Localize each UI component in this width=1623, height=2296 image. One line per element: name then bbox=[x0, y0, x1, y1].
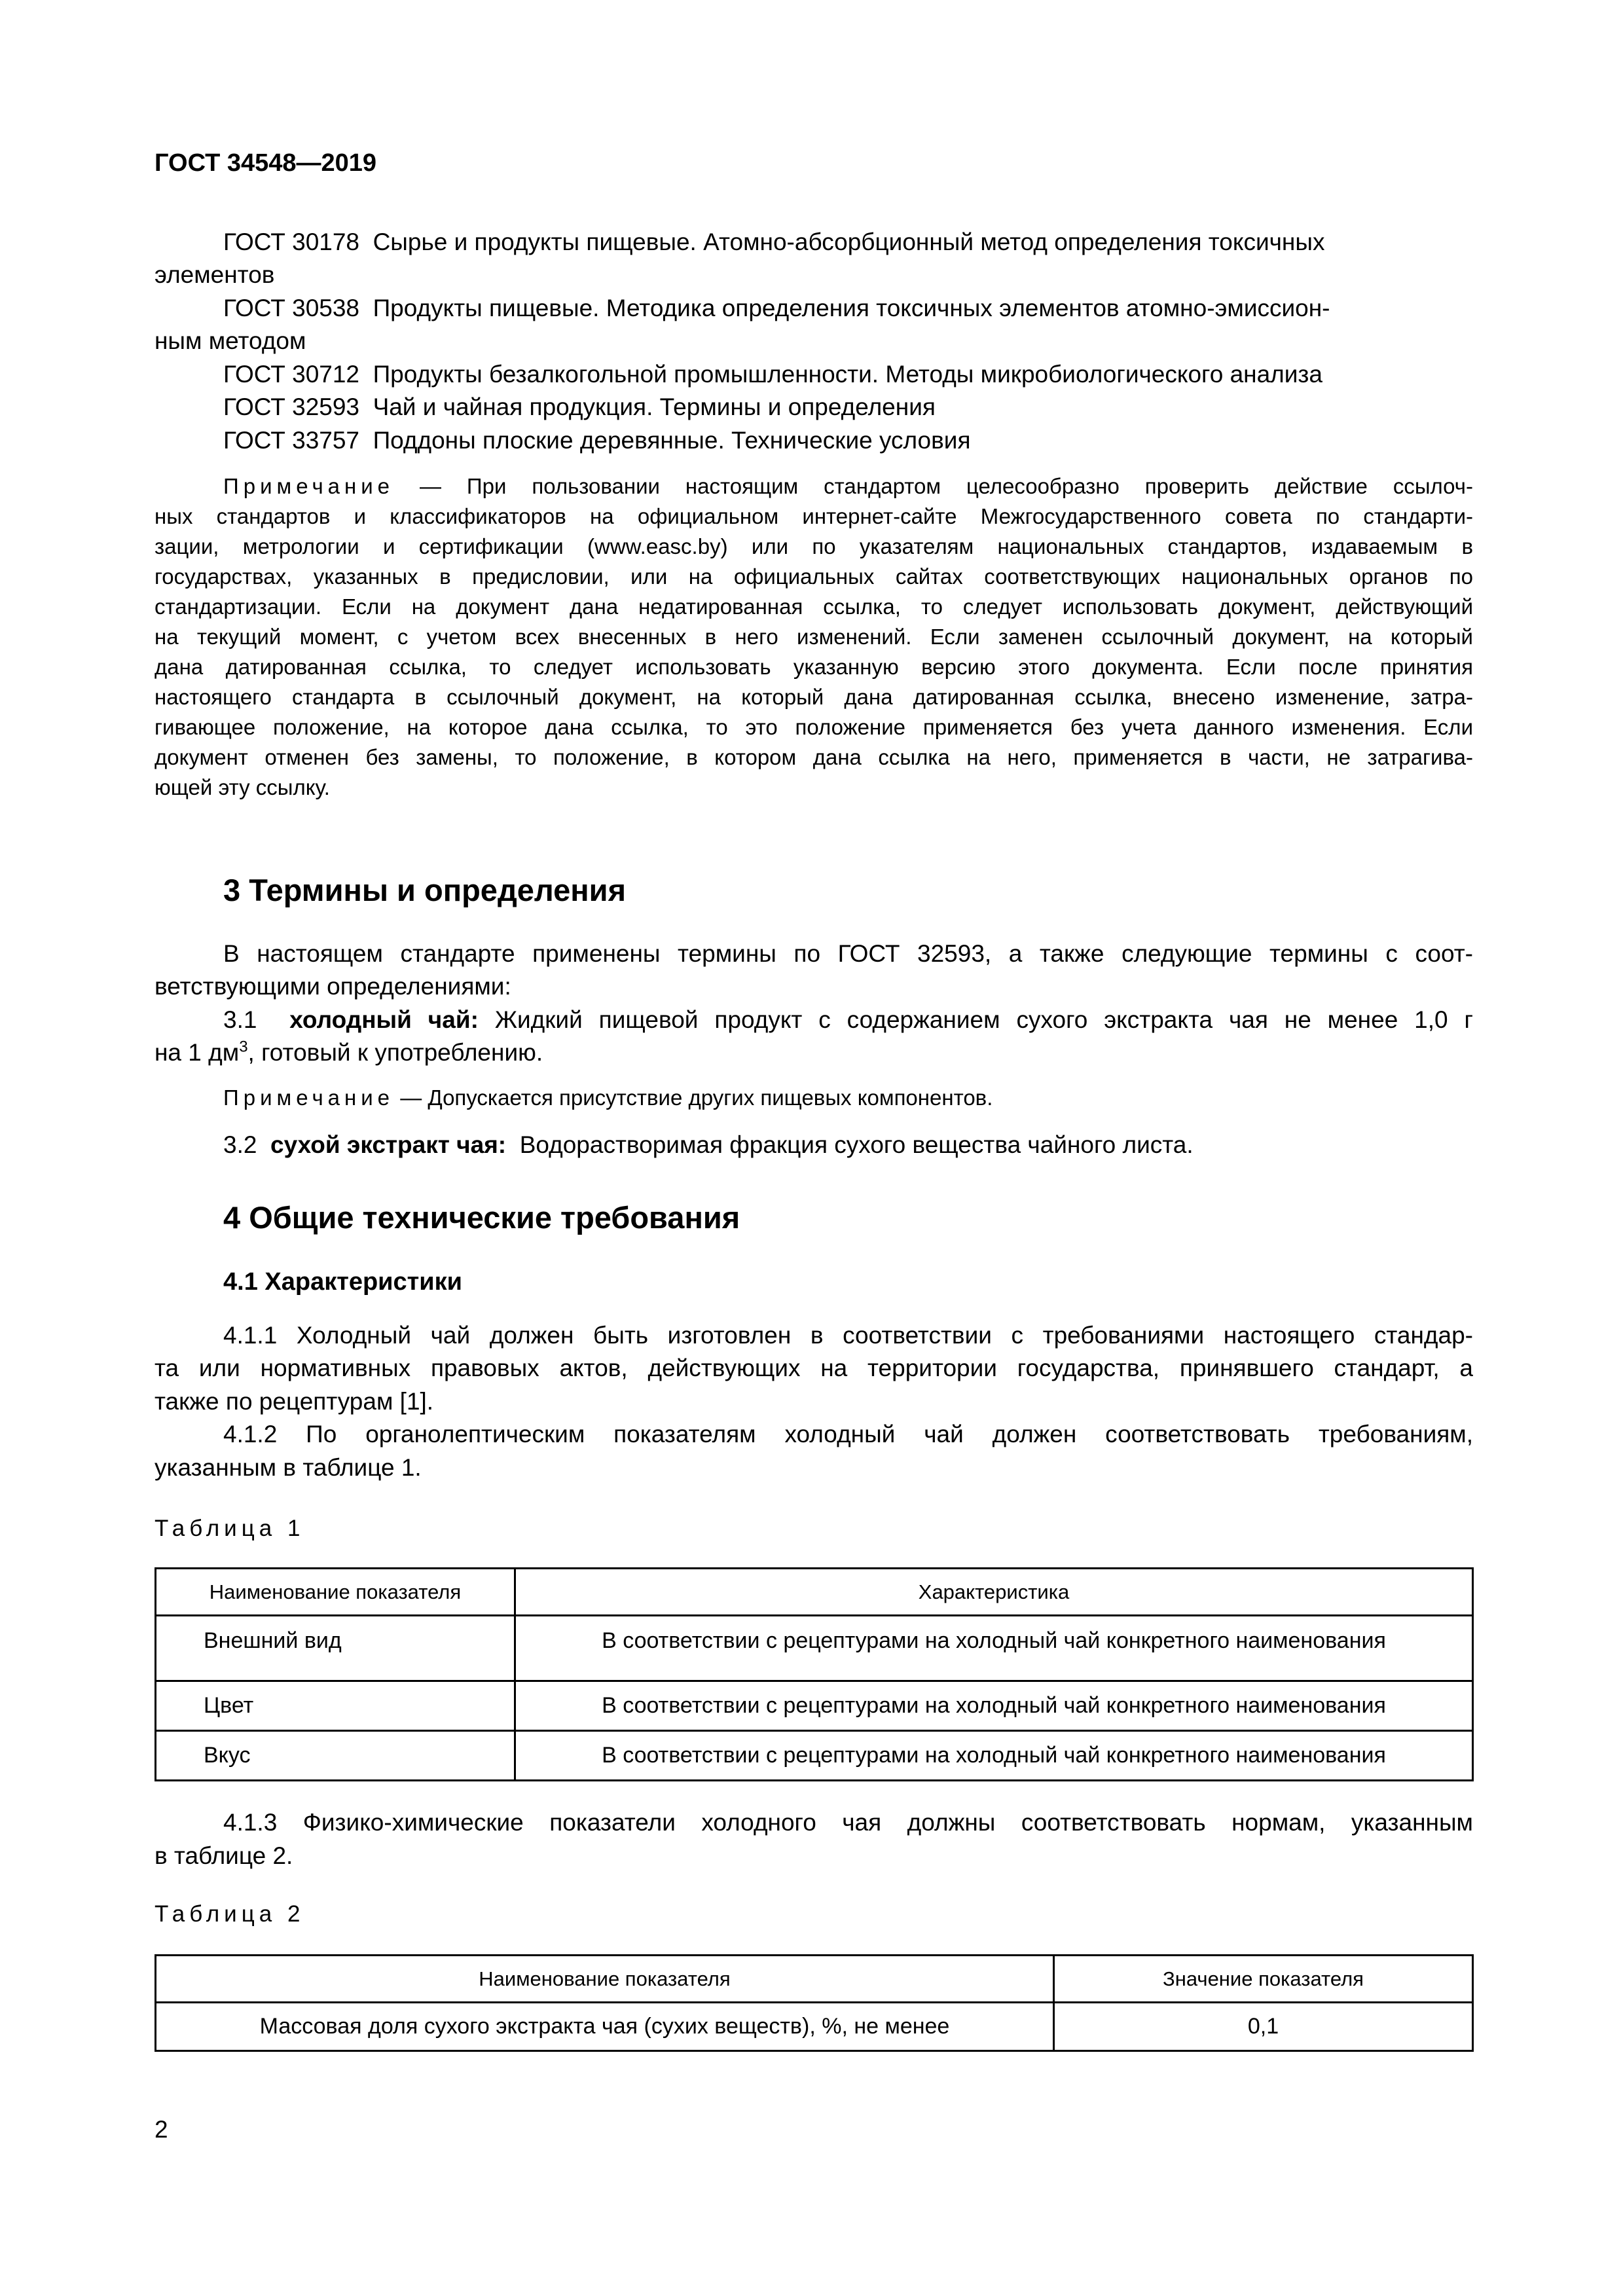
note-line: гивающее положение, на которое дана ссылка, то это положение применяется без учета данного изменения. Если bbox=[155, 715, 1473, 739]
table-2 bbox=[155, 1954, 1474, 2052]
note-line: на текущий момент, с учетом всех внесенных в него изменений. Если заменен ссылочный документ, на который bbox=[155, 625, 1473, 649]
table-1-caption: Таблица 1 bbox=[155, 1516, 305, 1541]
table-cell: Массовая доля сухого экстракта чая (сухих веществ), %, не менее bbox=[156, 2003, 1054, 2051]
table-row bbox=[156, 1616, 1473, 1681]
note-first-line: Примечание — При пользовании настоящим стандартом целесообразно проверить действие ссылоч- bbox=[223, 474, 1473, 498]
note-line: ных стандартов и классификаторов на официальном интернет-сайте Межгосударственного совета по стандарти- bbox=[155, 504, 1473, 528]
para-4-1-1-cont: также по рецептурам [1]. bbox=[155, 1388, 434, 1415]
document-header: ГОСТ 34548—2019 bbox=[155, 149, 377, 177]
table-cell: В соответствии с рецептурами на холодный чай конкретного наименования bbox=[515, 1731, 1473, 1781]
ref-gost-33757: ГОСТ 33757 Поддоны плоские деревянные. Технические условия bbox=[223, 427, 971, 454]
table-row bbox=[156, 2003, 1473, 2051]
table-cell: Вкус bbox=[156, 1731, 515, 1781]
table-row bbox=[156, 1731, 1473, 1781]
ref-gost-30538: ГОСТ 30538 Продукты пищевые. Методика определения токсичных элементов атомно-эмиссион- bbox=[223, 295, 1330, 321]
para-4-1-3-cont: в таблице 2. bbox=[155, 1842, 293, 1869]
table-row bbox=[156, 1681, 1473, 1731]
note-line: документ отменен без замены, то положение, в котором дана ссылка на него, применяется в части, не затрагива- bbox=[155, 745, 1473, 769]
table-1 bbox=[155, 1567, 1474, 1781]
table-header-row bbox=[156, 1956, 1473, 2003]
table-header-cell: Значение показателя bbox=[1054, 1956, 1473, 2003]
para-4-1-2: 4.1.2 По органолептическим показателям холодный чай должен соответствовать требованиям, bbox=[223, 1421, 1473, 1448]
para-4-1-2-cont: указанным в таблице 1. bbox=[155, 1454, 422, 1481]
term-3-1-cont: на 1 $дм^3$, готовый к употреблению. bbox=[155, 1038, 543, 1066]
note-line: зации, метрологии и сертификации (www.easc.by) или по указателям национальных стандартов, издаваемым в bbox=[155, 534, 1473, 558]
ref-gost-30178: ГОСТ 30178 Сырье и продукты пищевые. Атомно-абсорбционный метод определения токсичных bbox=[223, 228, 1325, 255]
table-header-cell: Наименование показателя bbox=[156, 1569, 515, 1616]
section-3-title: 3 Термины и определения bbox=[223, 873, 626, 907]
note-line: дана датированная ссылка, то следует использовать указанную версию этого документа. Если после принятия bbox=[155, 655, 1473, 679]
table-header-row bbox=[156, 1569, 1473, 1616]
para-4-1-1-cont: та или нормативных правовых актов, действующих на территории государства, принявшего стандарт, а bbox=[155, 1355, 1473, 1381]
table-cell: В соответствии с рецептурами на холодный чай конкретного наименования bbox=[515, 1616, 1473, 1681]
term-3-1: 3.1 холодный чай: Жидкий пищевой продукт с содержанием сухого экстракта чая не менее 1,0 г bbox=[223, 1006, 1474, 1033]
para-4-1-1: 4.1.1 Холодный чай должен быть изготовлен в соответствии с требованиями настоящего стандар- bbox=[223, 1322, 1473, 1349]
table-header-cell: Наименование показателя bbox=[156, 1956, 1054, 2003]
page-number: 2 bbox=[155, 2116, 168, 2143]
note-last-line: ющей эту ссылку. bbox=[155, 775, 330, 799]
table-cell: 0,1 bbox=[1054, 2003, 1473, 2051]
table-cell: Цвет bbox=[156, 1681, 515, 1731]
sec3-intro-line1: В настоящем стандарте применены термины по ГОСТ 32593, а также следующие термины с соот- bbox=[223, 940, 1473, 967]
table-header-cell: Характеристика bbox=[515, 1569, 1473, 1616]
sec3-intro-line2: ветствующими определениями: bbox=[155, 973, 511, 1000]
ref-gost-30178-cont: элементов bbox=[155, 261, 275, 288]
table-2-caption: Таблица 2 bbox=[155, 1901, 305, 1927]
note-line: государствах, указанных в предисловии, или на официальных сайтах соответствующих национальных органов по bbox=[155, 564, 1473, 589]
note-line: стандартизации. Если на документ дана недатированная ссылка, то следует использовать документ, действующий bbox=[155, 594, 1473, 619]
section-4-title: 4 Общие технические требования bbox=[223, 1200, 740, 1235]
ref-gost-30712: ГОСТ 30712 Продукты безалкогольной промышленности. Методы микробиологического анализа bbox=[223, 361, 1322, 388]
ref-gost-32593: ГОСТ 32593 Чай и чайная продукция. Термины и определения bbox=[223, 393, 936, 420]
table-cell: В соответствии с рецептурами на холодный чай конкретного наименования bbox=[515, 1681, 1473, 1731]
table-cell: Внешний вид bbox=[156, 1616, 515, 1681]
note-line: настоящего стандарта в ссылочный документ, на который дана датированная ссылка, внесено изменение, затра- bbox=[155, 685, 1473, 709]
term-3-2: 3.2 сухой экстракт чая: Водорастворимая фракция сухого вещества чайного листа. bbox=[223, 1131, 1194, 1158]
para-4-1-3: 4.1.3 Физико-химические показатели холодного чая должны соответствовать нормам, указанным bbox=[223, 1809, 1473, 1836]
subsection-4-1-title: 4.1 Характеристики bbox=[223, 1268, 463, 1296]
ref-gost-30538-cont: ным методом bbox=[155, 327, 306, 354]
note-3-1: Примечание — Допускается присутствие других пищевых компонентов. bbox=[223, 1085, 993, 1110]
